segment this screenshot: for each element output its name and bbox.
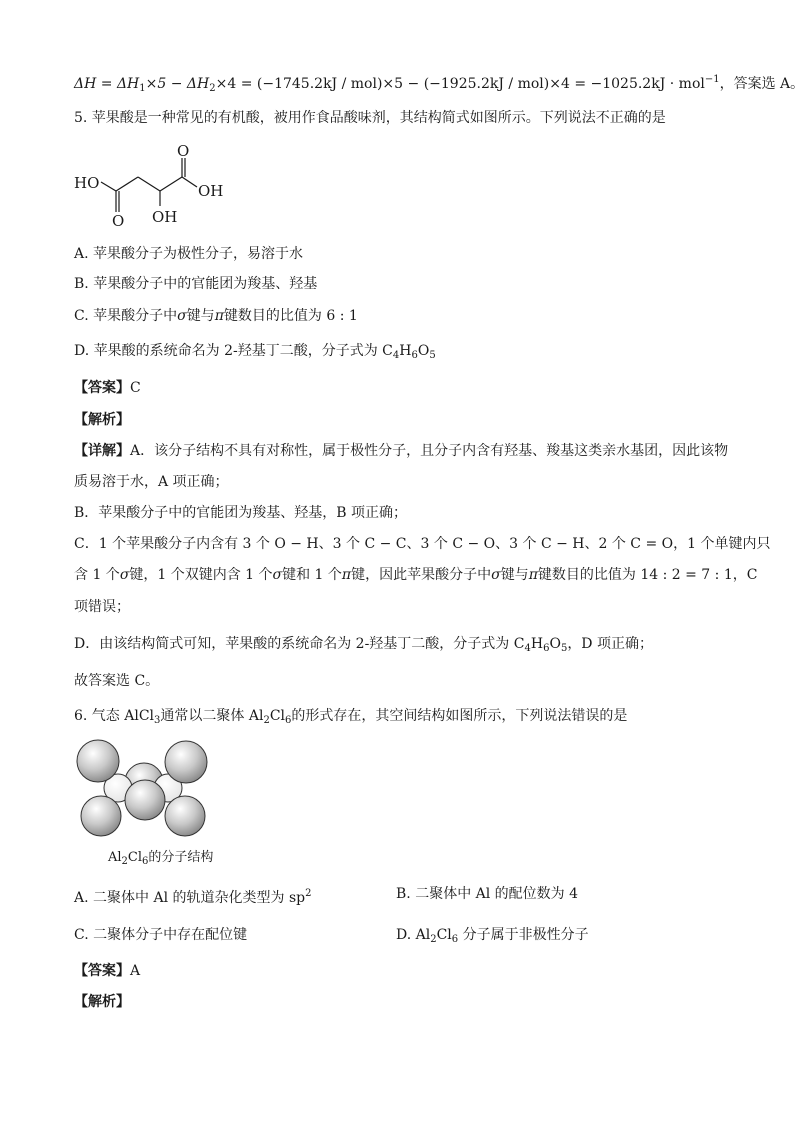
q6-option-b: B. 二聚体中 Al 的配位数为 4 [396,886,579,902]
cl-atom [165,796,205,836]
cl-atom [165,741,207,783]
q6-answer: 【答案】A [74,963,141,979]
label-oh-bottom: OH [152,208,178,226]
q5-option-a: A. 苹果酸分子为极性分子，易溶于水 [74,246,304,262]
q5-analysis-tag: 【解析】 [74,412,130,428]
q5-detail-c3: 项错误； [74,599,130,615]
malic-acid-structure [70,140,240,232]
q5-option-b: B. 苹果酸分子中的官能团为羧基、羟基 [74,276,318,292]
label-ho-left: HO [74,174,100,192]
al2cl6-caption: $Al_2Cl_6$的分子结构 [108,850,214,867]
q5-detail-d: D．由该结构简式可知，苹果酸的系统命名为 2-羟基丁二酸，分子式为 $C_4H_6O_5$，D 项正确； [74,636,653,654]
q5-stem: 5. 苹果酸是一种常见的有机酸，被用作食品酸味剂，其结构简式如图所示。下列说法不正确的是 [74,110,666,126]
label-oh-right: OH [198,182,224,200]
label-o-top: O [177,142,190,160]
eq-lhs: ΔH = ΔH [74,76,140,92]
al2cl6-structure [74,738,214,840]
q6-option-d: D. $Al_2Cl_6$ 分子属于非极性分子 [396,927,589,945]
q5-detail-a1: 【详解】A．该分子结构不具有对称性，属于极性分子，且分子内含有羟基、羧基这类亲水基团，因此该物 [74,443,729,459]
q5-conclusion: 故答案选 C。 [74,673,160,689]
q6-analysis-tag: 【解析】 [74,994,130,1010]
q5-option-d: D. 苹果酸的系统命名为 2-羟基丁二酸，分子式为 $C_4H_6O_5$ [74,343,436,361]
cl-atom [125,780,165,820]
q5-detail-b: B．苹果酸分子中的官能团为羧基、羟基，B 项正确； [74,505,408,521]
equation-line: $\Delta H = \Delta H_1\times 5 - \Delta H_2\times 4 = (-1745.2kJ / mol)\times 5 - (-1925.2kJ / mol)\times 4 = -1025.2kJ \cdot mol^{-1}$，答案选 A。 [74,74,804,94]
label-o-bottom: O [112,212,125,230]
cl-atom [77,740,119,782]
q5-option-c: C. 苹果酸分子中σ键与π键数目的比值为 6 : 1 [74,308,358,324]
q5-detail-c2: 含 1 个σ键，1 个双键内含 1 个σ键和 1 个π键，因此苹果酸分子中σ键与π键数目的比值为 14 : 2 = 7 : 1，C [74,567,758,583]
q6-option-a: A. 二聚体中 Al 的轨道杂化类型为 $sp^2$ [74,888,312,906]
q5-detail-a2: 质易溶于水，A 项正确； [74,474,229,490]
q6-stem: 6. 气态 AlCl$_3$通常以二聚体 $Al_2Cl_6$的形式存在，其空间结构如图所示，下列说法错误的是 [74,708,628,726]
q5-detail-c1: C．1 个苹果酸分子内含有 3 个 O − H、3 个 C − C、3 个 C − O、3 个 C − H、2 个 C = O，1 个单键内只 [74,536,771,552]
q6-option-c: C. 二聚体分子中存在配位键 [74,927,248,943]
cl-atom [81,796,121,836]
q5-answer: 【答案】C [74,380,141,396]
